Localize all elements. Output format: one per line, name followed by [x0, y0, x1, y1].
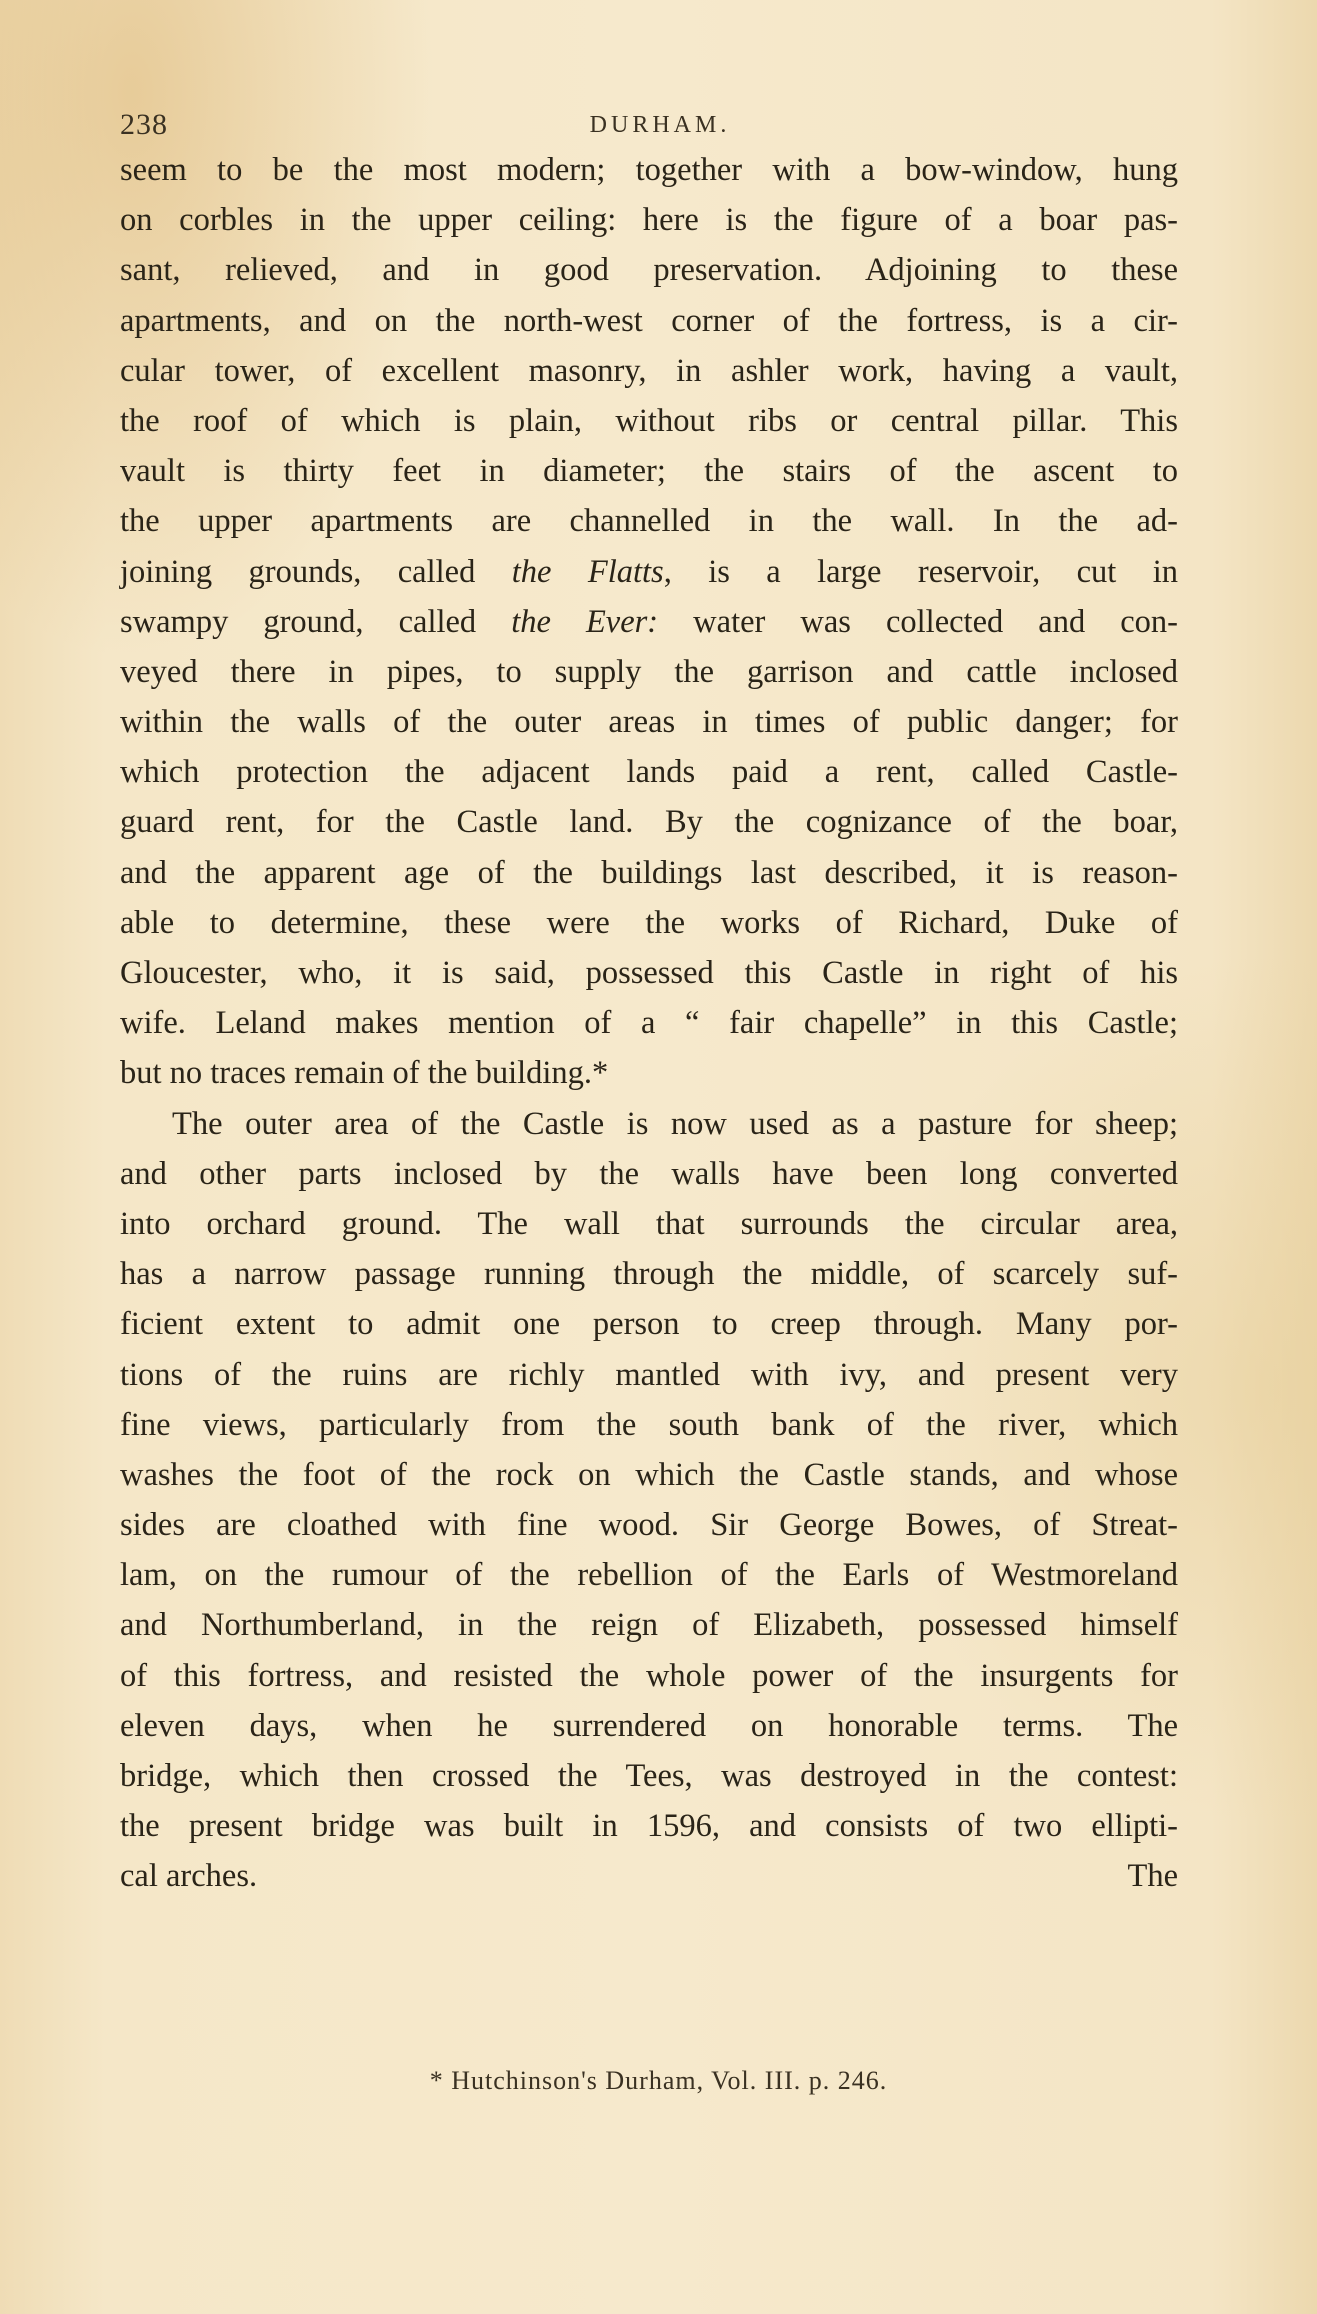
text-line: Gloucester, who, it is said, possessed this Castle in right of his	[120, 955, 1178, 991]
text-line: cular tower, of excellent masonry, in ashler work, having a vault,	[120, 352, 1178, 389]
text-line: apartments, and on the north-west corner of the fortress, is a cir-	[120, 302, 1178, 339]
text-line: and Northumberland, in the reign of Elizabeth, possessed himself	[120, 1607, 1178, 1644]
text-line: which protection the adjacent lands paid a rent, called Castle-	[120, 754, 1178, 791]
catchword: The	[1127, 1858, 1178, 1895]
text-line: washes the foot of the rock on which the Castle stands, and whose	[120, 1456, 1178, 1493]
text-line: lam, on the rumour of the rebellion of the Earls of Westmoreland	[120, 1557, 1178, 1594]
text-line: the upper apartments are channelled in the wall. In the ad-	[120, 503, 1178, 540]
text-line: fine views, particularly from the south bank of the river, which	[120, 1406, 1178, 1443]
text-line: The outer area of the Castle is now used as a pasture for sheep;	[172, 1105, 1178, 1142]
text-line: the roof of which is plain, without ribs or central pillar. This	[120, 402, 1178, 439]
text-line: tions of the ruins are richly mantled with ivy, and present very	[120, 1356, 1178, 1393]
text-line: guard rent, for the Castle land. By the cognizance of the boar,	[120, 804, 1178, 841]
text-line: able to determine, these were the works of Richard, Duke of	[120, 904, 1178, 941]
text-line: vault is thirty feet in diameter; the stairs of the ascent to	[120, 453, 1178, 490]
running-head: DURHAM.	[589, 112, 731, 138]
paragraph-2	[120, 1099, 1178, 1902]
text-line: has a narrow passage running through the middle, of scarcely suf-	[120, 1256, 1178, 1293]
text-line: into orchard ground. The wall that surrounds the circular area,	[120, 1205, 1178, 1242]
text-line: and the apparent age of the buildings last described, it is reason-	[120, 854, 1178, 891]
text-line: sides are cloathed with fine wood. Sir George Bowes, of Streat-	[120, 1507, 1178, 1544]
text-line: seem to be the most modern; together with a bow-window, hung	[120, 152, 1178, 188]
text-line-with-italic: joining grounds, called the Flatts, is a large reservoir, cut in	[120, 553, 1178, 590]
body-text	[120, 145, 1178, 1902]
text-line: the present bridge was built in 1596, and consists of two ellipti-	[120, 1808, 1178, 1845]
italic-phrase: the Flatts	[511, 553, 664, 590]
text-line: veyed there in pipes, to supply the garrison and cattle inclosed	[120, 653, 1178, 690]
text-line: ficient extent to admit one person to creep through. Many por-	[120, 1306, 1178, 1343]
text-line: on corbles in the upper ceiling: here is the figure of a boar pas-	[120, 202, 1178, 239]
text-line: eleven days, when he surrendered on honorable terms. The	[120, 1707, 1178, 1744]
footnote: * Hutchinson's Durham, Vol. III. p. 246.	[429, 2066, 888, 2095]
final-line-text: cal arches.	[120, 1858, 258, 1895]
text-line: but no traces remain of the building.*	[120, 1055, 609, 1092]
text-line: and other parts inclosed by the walls have been long converted	[120, 1155, 1178, 1192]
paragraph-1	[120, 145, 1178, 1099]
text-line: bridge, which then crossed the Tees, was destroyed in the contest:	[120, 1758, 1178, 1794]
text-line-with-italic: swampy ground, called the Ever: water was collected and con-	[120, 603, 1178, 640]
italic-phrase: the Ever:	[511, 603, 659, 640]
text-line: within the walls of the outer areas in times of public danger; for	[120, 704, 1178, 741]
text-line: wife. Leland makes mention of a “ fair chapelle” in this Castle;	[120, 1005, 1178, 1042]
text-line: of this fortress, and resisted the whole power of the insurgents for	[120, 1657, 1178, 1694]
page-number: 238	[120, 108, 168, 141]
page-header	[120, 108, 1200, 148]
final-line	[120, 1851, 1178, 1901]
text-line: sant, relieved, and in good preservation. Adjoining to these	[120, 252, 1178, 289]
